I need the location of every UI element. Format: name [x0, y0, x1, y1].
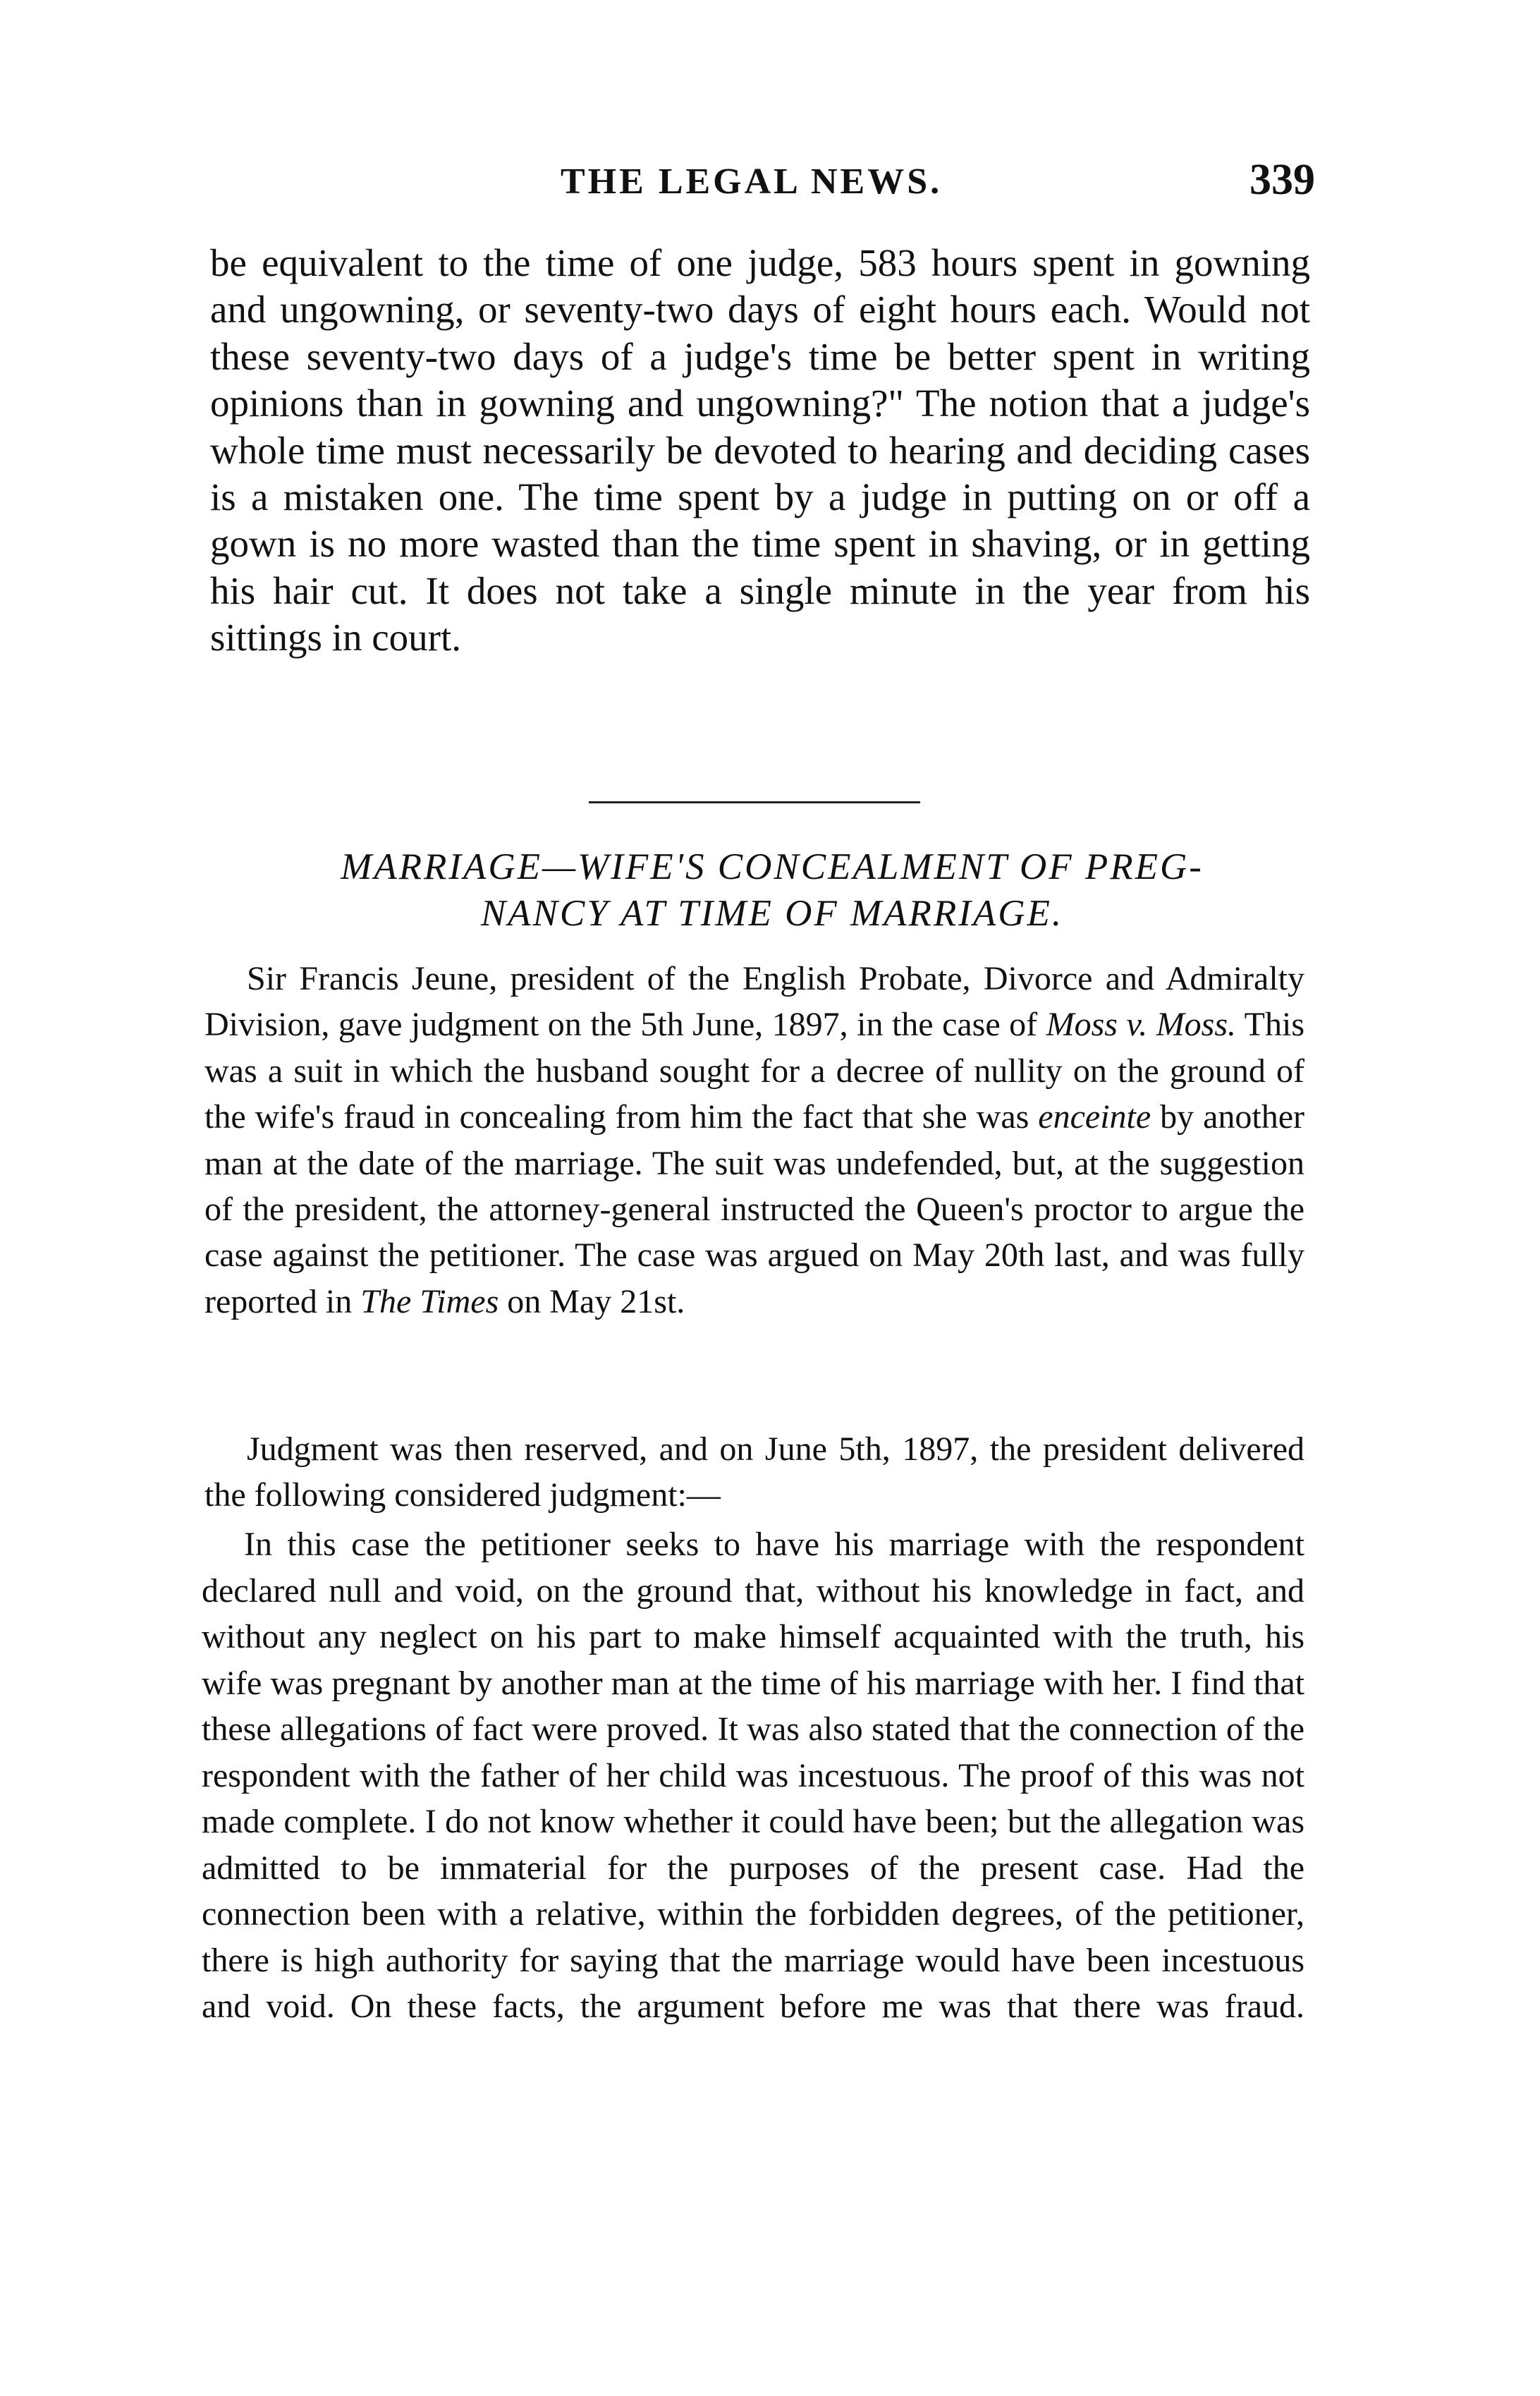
case-name: Moss v. Moss. [1046, 1006, 1237, 1044]
page-header [208, 156, 1315, 217]
article-title-line-2: NANCY AT TIME OF MARRIAGE. [480, 893, 1064, 934]
running-head: THE LEGAL NEWS. [561, 162, 943, 202]
page-number: 339 [1249, 156, 1315, 204]
paragraph-intro-text-d: on May 21st. [499, 1282, 685, 1320]
paragraph-intro [204, 956, 1304, 1325]
paragraph-judgment-reserved: Judgment was then reserved, and on June 5th, 1897, the president delivered the following considered judgment:— [204, 1430, 1304, 1514]
section-divider [589, 801, 920, 803]
paragraph-intro-text-c: by another man at the date of the marriage. The suit was undefended, but, at the suggestion of the president, the attorney-general instructed the Queen's proctor to argue the case against the petitioner. The case was argued on May 20th last, and was fully reported in [204, 1098, 1304, 1320]
newspaper-name: The Times [360, 1282, 499, 1320]
article-title-line-1: MARRIAGE—WIFE'S CONCEALMENT OF PREG- [341, 846, 1204, 887]
paragraph-intro-text-a: Sir Francis Jeune, president of the English Probate, Divorce and Admiralty Division, gave judgment on the 5th June, 1897, in the case of [204, 960, 1304, 1044]
paragraph-judgment: In this case the petitioner seeks to have his marriage with the respondent declared null and void, on the ground that, without his knowledge in fact, and without any neglect on his part to make himself acquainted with the truth, his wife was pregnant by another man at the time of his marriage with her. I find that these allegations of fact were proved. It was also stated that the connection of the respondent with the father of her child was incestuous. The proof of this was not made complete. I do not know whether it could have been; but the allegation was admitted to be immaterial for the purposes of the present case. Had the connection been with a relative, within the forbidden degrees, of the petitioner, there is high authority for saying that the marriage would have been incestuous and void. On these facts, the argument before me was that there was fraud. [202, 1526, 1304, 2025]
enceinte-term: enceinte [1038, 1098, 1151, 1136]
paragraph-continued: be equivalent to the time of one judge, 583 hours spent in gowning and ungowning, or seventy-two days of eight hours each. Would not these seventy-two days of a judge's time be better spent in writing opinions than in gowning and ungowning?" The notion that a judge's whole time must necessarily be devoted to hearing and deciding cases is a mistaken one. The time spent by a judge in putting on or off a gown is no more wasted than the time spent in shaving, or in getting his hair cut. It does not take a single minute in the year from his sittings in court. [210, 241, 1310, 659]
paragraph-intro-text-b: This was a suit in which the husband sought for a decree of nullity on the ground of the wife's fraud in concealing from him the fact that she was [204, 1006, 1305, 1136]
article-title [254, 844, 1290, 937]
